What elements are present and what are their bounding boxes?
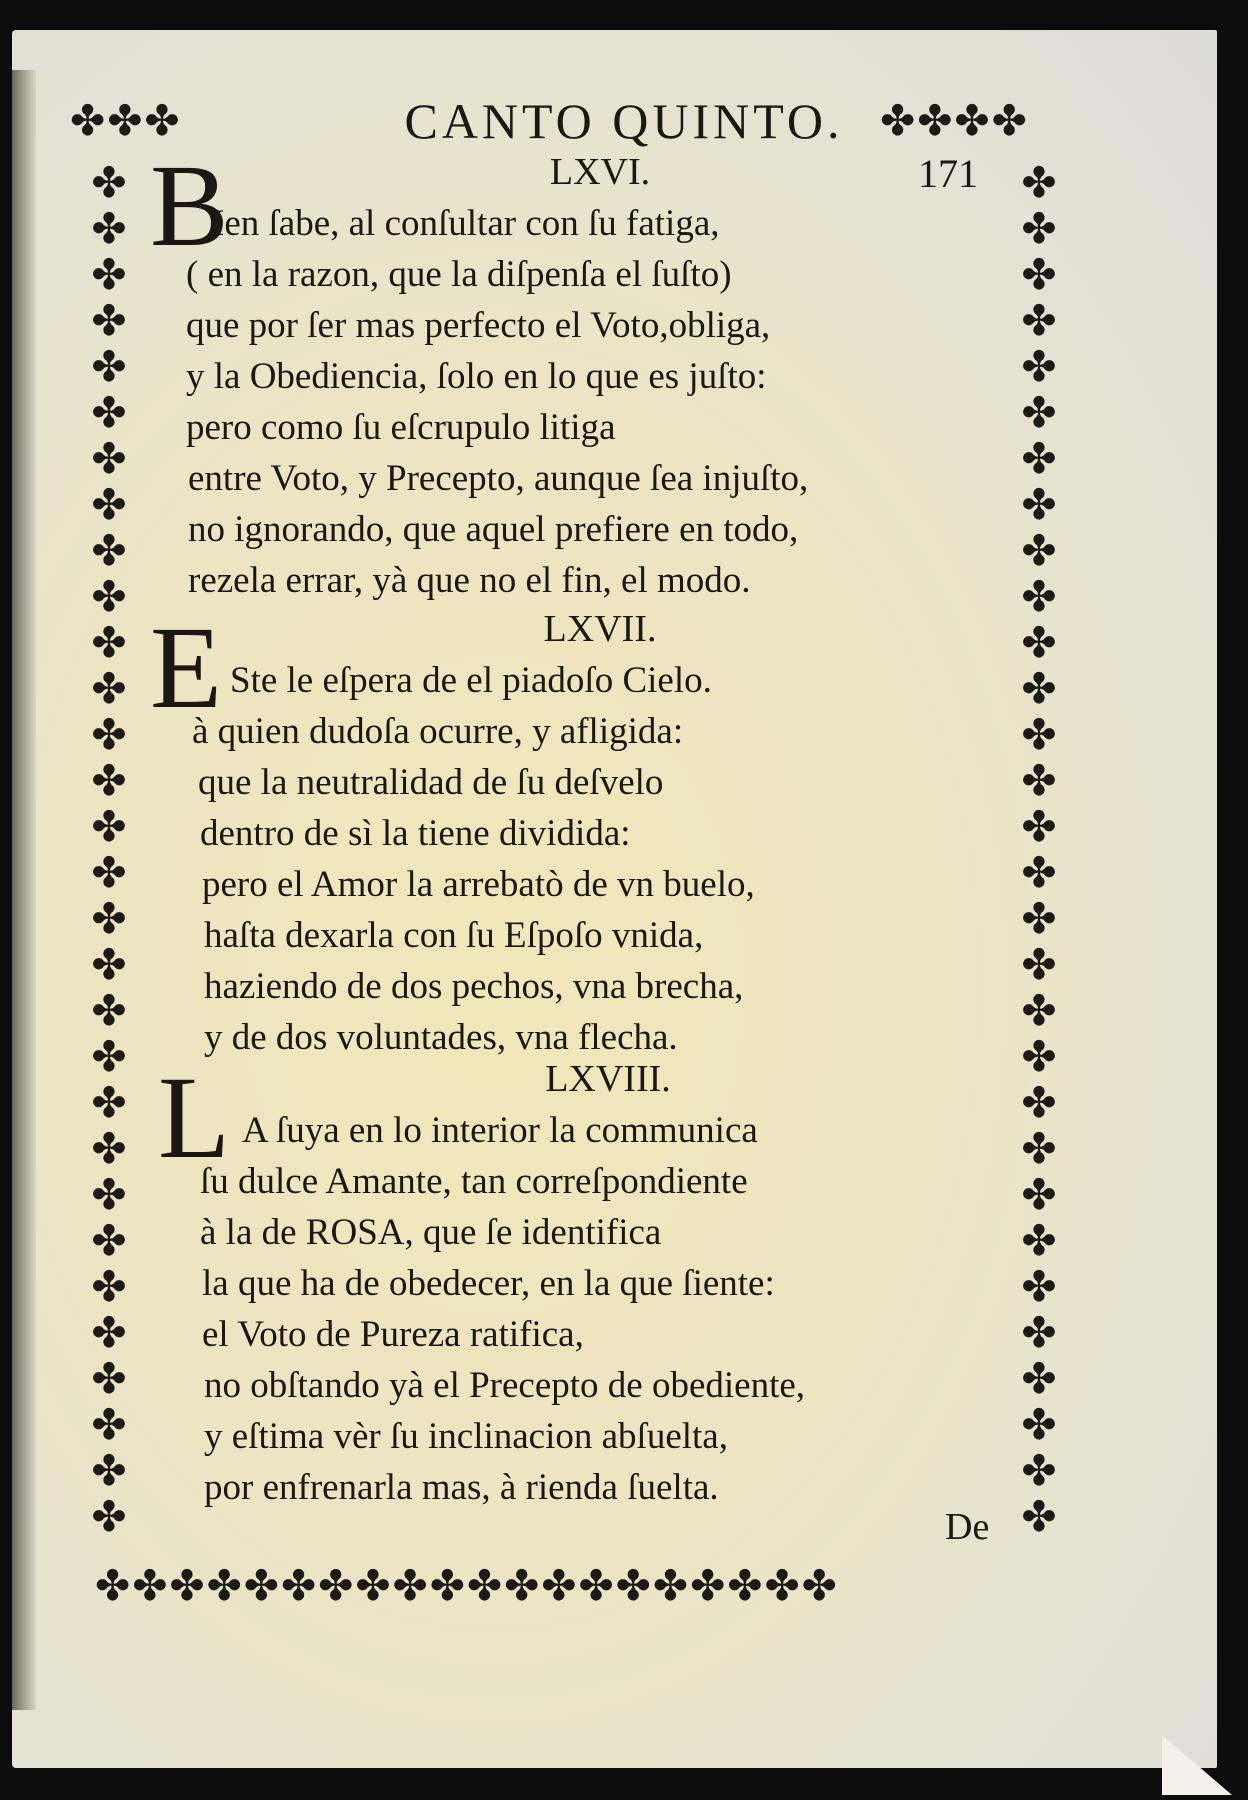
verse-line: rezela errar, yà que no el fin, el modo.	[188, 560, 751, 601]
stanza	[158, 1054, 968, 1513]
verse-line: pero el Amor la arrebatò de vn buelo,	[202, 864, 755, 905]
fleuron-icon: ✤✤✤✤✤✤✤✤✤✤✤✤✤✤✤✤✤✤✤✤	[95, 1561, 839, 1610]
verse-line: ſu dulce Amante, tan correſpondiente	[200, 1161, 748, 1202]
verse-line: Ste le eſpera de el piadoſo Cielo.	[230, 660, 712, 701]
running-title: CANTO QUINTO.	[404, 93, 844, 149]
verse-line: que por ſer mas perfecto el Voto,obliga,	[186, 305, 771, 346]
fleuron-icon: ✤✤✤✤	[880, 96, 1029, 145]
verse-line: pero como ſu eſcrupulo litiga	[186, 407, 616, 448]
verse-line: el Voto de Pureza ratifica,	[202, 1314, 584, 1355]
stanza-numeral: LXVI.	[549, 151, 651, 193]
drop-cap: L	[158, 1052, 231, 1183]
stanza	[150, 604, 960, 1063]
verse-line: y la Obediencia, ſolo en lo que es juſto:	[186, 356, 767, 397]
verse-line: no ignorando, que aquel prefiere en todo,	[188, 509, 799, 550]
stanza-numeral: LXVIII.	[545, 1058, 671, 1100]
folded-corner	[1162, 1735, 1232, 1795]
fleuron-icon: ✤✤✤✤✤✤✤✤✤✤✤✤✤✤✤✤✤✤✤✤✤✤✤✤✤✤✤✤✤✤	[91, 158, 129, 1541]
verse-line: y eſtima vèr ſu inclinacion abſuelta,	[204, 1416, 728, 1457]
verse-line: A ſuya en lo interior la communica	[242, 1110, 758, 1151]
verse-line: por enfrenarla mas, à rienda ſuelta.	[204, 1467, 719, 1508]
fleuron-icon: ✤✤✤	[70, 96, 182, 145]
verse-line: que la neutralidad de ſu deſvelo	[198, 762, 664, 803]
verse-line: ( en la razon, que la diſpenſa el ſuſto)	[186, 254, 732, 295]
verse-line: haſta dexarla con ſu Eſpoſo vnida,	[204, 915, 704, 956]
drop-cap: E	[150, 602, 223, 733]
verse-line: à quien dudoſa ocurre, y afligida:	[192, 711, 684, 752]
catchword: De	[945, 1506, 990, 1548]
verse-line: haziendo de dos pechos, vna brecha,	[204, 966, 744, 1007]
fleuron-icon: ✤✤✤✤✤✤✤✤✤✤✤✤✤✤✤✤✤✤✤✤✤✤✤✤✤✤✤✤✤✤	[1021, 158, 1059, 1541]
stanza-numeral: LXVII.	[543, 608, 657, 650]
verse-line: dentro de sì la tiene dividida:	[200, 813, 631, 854]
stanza	[150, 140, 960, 606]
verse-line: à la de ROSA, que ſe identifica	[200, 1212, 662, 1253]
verse-line: y de dos voluntades, vna flecha.	[204, 1017, 678, 1058]
verse-line: Ien ſabe, al conſultar con ſu fatiga,	[212, 203, 720, 244]
facing-page-edge	[12, 70, 36, 1710]
verse-line: entre Voto, y Precepto, aunque ſea injuſto,	[188, 458, 809, 499]
verse-line: no obſtando yà el Precepto de obediente,	[204, 1365, 806, 1406]
verse-line: la que ha de obedecer, en la que ſiente:	[202, 1263, 775, 1304]
drop-cap: B	[150, 140, 229, 271]
page-number: 171	[918, 151, 978, 196]
